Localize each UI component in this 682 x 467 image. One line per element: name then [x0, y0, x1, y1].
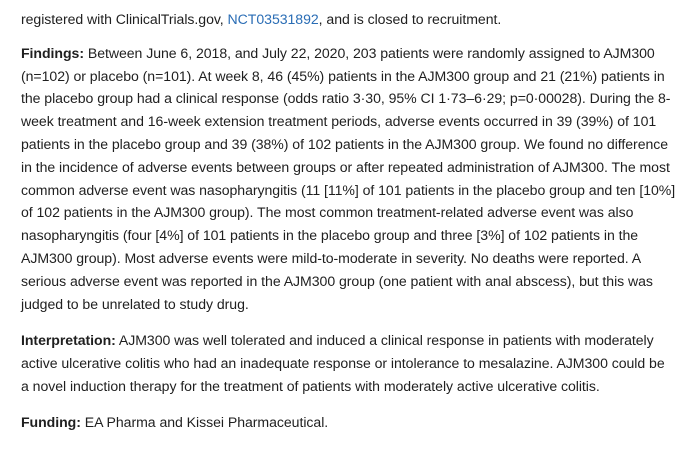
findings-paragraph [21, 42, 676, 316]
findings-label: Findings: [21, 44, 84, 61]
interpretation-label: Interpretation: [21, 332, 116, 349]
interpretation-paragraph [21, 329, 676, 397]
registration-text-before: registered with ClinicalTrials.gov, [21, 11, 228, 27]
abstract-content [21, 8, 676, 434]
funding-text: EA Pharma and Kissei Pharmaceutical. [84, 413, 329, 430]
funding-paragraph [21, 411, 676, 434]
funding-label: Funding: [21, 413, 81, 430]
findings-text: Between June 6, 2018, and July 22, 2020, 203 patients were randomly assigned to AJM300 (n=102) or placebo (n=101). At week 8, 46 (45%) patients in the AJM300 group and 21 (21%) patients in the placebo group had a clinical response (odds ratio 3·30, 95% CI 1·73–6·29; p=0·00028). During the 8-week treatment and 16-week extension treatment periods, adverse events occurred in 39 (39%) of 101 patients in the placebo group and 39 (38%) of 102 patients in the AJM300 group. We found no difference in the incidence of adverse events between groups or after repeated administration of AJM300. The most common adverse event was nasopharyngitis (11 [11%] of 101 patients in the placebo group and ten [10%] of 102 patients in the AJM300 group). The most common treatment-related adverse event was also nasopharyngitis (four [4%] of 101 patients in the placebo group and three [3%] of 102 patients in the AJM300 group). Most adverse events were mild-to-moderate in severity. No deaths were reported. A serious adverse event was reported in the AJM300 group (one patient with anal abscess), but this was judged to be unrelated to study drug. [21, 44, 676, 312]
registration-text-after: , and is closed to recruitment. [318, 11, 502, 27]
trial-registration-link[interactable]: NCT03531892 [227, 11, 319, 27]
registration-paragraph [21, 8, 676, 31]
interpretation-text: AJM300 was well tolerated and induced a clinical response in patients with moderately active ulcerative colitis who had an inadequate response or intolerance to mesalazine. AJM300 could be a novel induction therapy for the treatment of patients with moderately active ulcerative colitis. [21, 332, 665, 394]
